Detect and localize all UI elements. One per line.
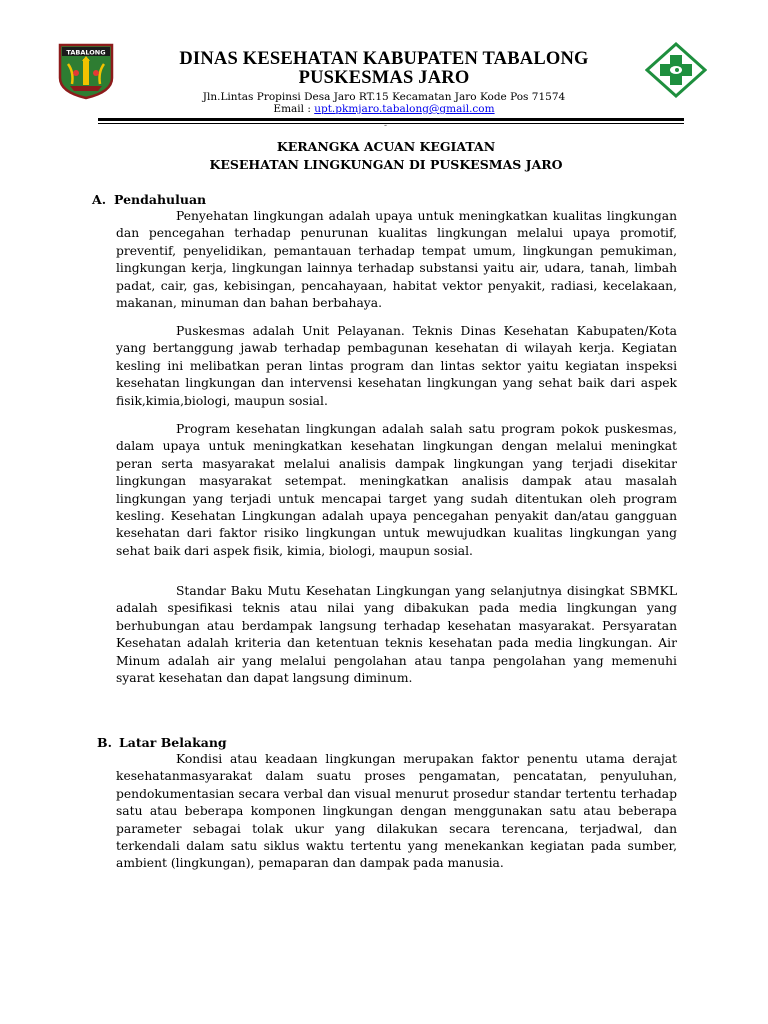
section-a-title: Pendahuluan (114, 192, 207, 207)
header-rule-thick (98, 118, 684, 121)
section-b-paragraph: Kondisi atau keadaan lingkungan merupakan faktor penentu utama derajat kesehatanmasyarakat dalam suatu proses pengamatan, pencatatan, penyuluhan, pendokumentasian secara verbal dan visual menurut prosedur standar tertentu terhadap satu atau beberapa komponen lingkungan dengan menggunakan satu atau beberapa parameter sebagai tolak ukur yang dilakukan secara terencana, terjadwal, dan terkendali dalam satu siklus waktu tertentu yang menekankan kegiatan pada sumber, ambient (lingkungan), pemaparan dan dampak pada manusia. (116, 752, 677, 871)
section-a-letter: A. (92, 192, 107, 207)
section-a-paragraph: Puskesmas adalah Unit Pelayanan. Teknis Dinas Kesehatan Kabupaten/Kota yang bertanggung jawab terhadap pembagunan kesehatan di wilayah kerja. Kegiatan kesling ini melibatkan peran lintas program dan lintas sektor yaitu kegiatan inspeksi kesehatan lingkungan dan intervensi kesehatan lingkungan yang sehat baik dari aspek fisik,kimia,biologi, maupun sosial. (116, 324, 677, 408)
header-dash-mark: - (384, 121, 388, 131)
document-title-line1: KERANGKA ACUAN KEGIATAN (276, 139, 496, 154)
tabalong-regency-logo (56, 42, 116, 100)
section-a-paragraph: Standar Baku Mutu Kesehatan Lingkungan yang selanjutnya disingkat SBMKL adalah spesifikasi teknis atau nilai yang dibakukan pada media lingkungan yang berhubungan atau berdampak langsung terhadap kesehatan masyarakat. Persyaratan Kesehatan adalah kriteria dan ketentuan teknis kesehatan pada media lingkungan. Air Minum adalah air yang melalui pengolahan atau tanpa pengolahan yang memenuhi syarat kesehatan dan dapat langsung diminum. (116, 584, 677, 686)
email-link[interactable]: upt.pkmjaro.tabalong@gmail.com (314, 103, 495, 115)
section-b-heading (97, 735, 227, 750)
document-title-line2: KESEHATAN LINGKUNGAN DI PUSKESMAS JARO (209, 157, 563, 172)
email-label: Email : (273, 103, 315, 115)
section-a-heading (92, 192, 206, 207)
header-address: Jln.Lintas Propinsi Desa Jaro RT.15 Kecamatan Jaro Kode Pos 71574 (202, 91, 566, 103)
section-b-letter: B. (97, 735, 112, 750)
logo-left-caption: TABALONG (66, 48, 106, 57)
puskesmas-cross-logo (645, 42, 707, 98)
section-a-paragraph: Penyehatan lingkungan adalah upaya untuk meningkatkan kualitas lingkungan dan pencegahan terhadap penurunan kualitas lingkungan melalui upaya promotif, preventif, penyelidikan, pemantauan terhadap tempat umum, lingkungan pemukiman, lingkungan kerja, lingkungan lainnya terhadap substansi yaitu air, udara, tanah, limbah padat, cair, gas, kebisingan, pencahayaan, habitat vektor penyakit, radiasi, kecelakaan, makanan, minuman dan bahan berbahaya. (116, 209, 677, 311)
header-rule-thin (98, 123, 684, 124)
header-puskesmas-name: PUSKESMAS JARO (298, 68, 470, 88)
section-b-title: Latar Belakang (119, 735, 227, 750)
header-agency-name: DINAS KESEHATAN KABUPATEN TABALONG (179, 49, 589, 69)
header-email-line (120, 103, 648, 115)
section-a-paragraph: Program kesehatan lingkungan adalah salah satu program pokok puskesmas, dalam upaya untuk meningkatkan kesehatan lingkungan dengan melalui meningkat peran serta masyarakat melalui analisis dampak lingkungan yang terjadi disekitar lingkungan masyarakat setempat. meningkatkan analisis dampak atau masalah lingkungan yang terjadi untuk mencapai target yang sudah ditentukan oleh program kesling. Kesehatan Lingkungan adalah upaya pencegahan penyakit dan/atau gangguan kesehatan dari faktor risiko lingkungan untuk mewujudkan kualitas lingkungan yang sehat baik dari aspek fisik, kimia, biologi, maupun sosial. (116, 422, 677, 558)
